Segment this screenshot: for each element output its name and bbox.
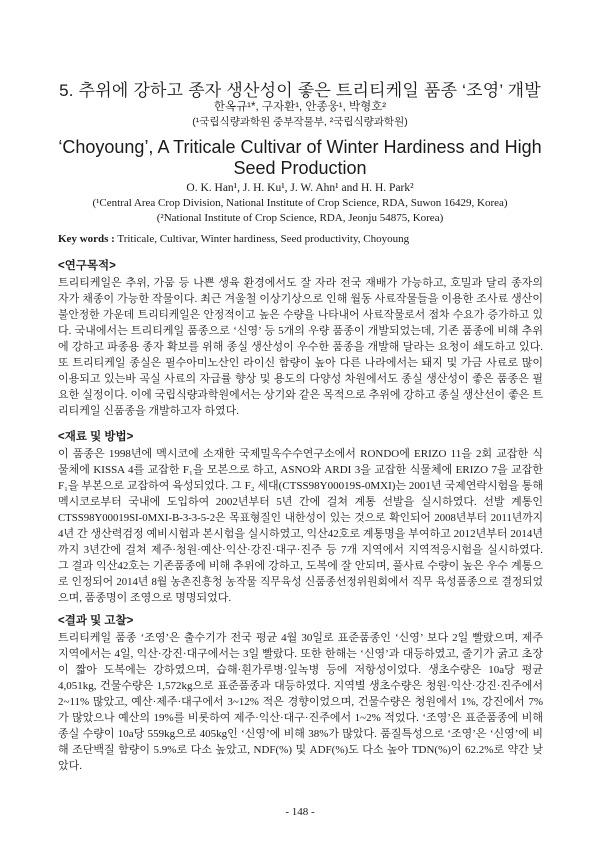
affiliation-english-1: (¹Central Area Crop Division, National Institute of Crop Science, RDA, Suwon 16429, Korea) xyxy=(92,197,508,209)
affiliation-english-2: (²National Institute of Crop Science, RDA, Jeonju 54875, Korea) xyxy=(156,212,444,224)
text-line: 로 인정되어 2014년 8월 농촌진흥청 농작물 직무육성 신품종선정위원회에서 직무 육성품종으로 결정되었 xyxy=(58,576,543,588)
text-line: F₁을 부본으로 교잡하여 육성되었다. 그 F₂ 세대(CTSS98Y00019S-0MXI)는 2001년 국제연락시험을 통해 xyxy=(58,480,543,492)
text-line: 지역에서는 4일, 익산·강진·대구에서는 3일 빨랐다. 또한 한해는 ‘신영’과 대등하였고, 줄기가 굵고 초장 xyxy=(58,648,543,660)
text-line: 리티케일 신품종을 개발하고자 하였다. xyxy=(58,405,240,417)
paper-title-korean: 5. 추위에 강하고 종자 생산성이 좋은 트리티케일 품종 ‘조영’ 개발 xyxy=(59,81,541,100)
text-line: 불안정한 가운데 트리티케일은 안정적이고 높은 수량을 나타내어 사료작물로서 점차 수요가 증가하고 있 xyxy=(58,309,543,321)
keywords-label: Key words : xyxy=(58,233,115,245)
text-line: 물체에 KISSA 4를 교잡한 F₁을 모본으로 하고, ASNO와 ARDI 3을 교잡한 식물체에 ERIZO 7을 교잡한 xyxy=(58,464,543,476)
section-heading-methods: <재료 및 방법> xyxy=(58,431,134,443)
text-line: 요한 실정이다. 이에 국립식량과학원에서는 상기와 같은 목적으로 추위에 강하고 종실 생산선이 좋은 트 xyxy=(58,389,543,401)
text-line: 또 트리티케일 종실은 필수아미노산인 라이신 함량이 높아 다른 나라에서는 돼지 및 가금 사료로 많이 xyxy=(58,357,543,369)
paper-title-english: ‘Choyoung’, A Triticale Cultivar of Winter Hardiness and High Seed Production xyxy=(58,137,542,178)
section-heading-results: <결과 및 고찰> xyxy=(58,615,134,627)
authors-korean: 한옥규¹*, 구자환¹, 안종웅¹, 박형호² xyxy=(213,101,387,113)
authors-english: O. K. Han¹, J. H. Ku¹, J. W. Ahn¹ and H. H. Park² xyxy=(186,182,414,194)
text-line: 2~11% 많았고, 예산·제주·대구에서 3~12% 적은 경향이었으며, 건물수량은 청원에서 1%, 강진에서 7% xyxy=(58,696,543,708)
section-body-results xyxy=(58,630,543,774)
text-line: 멕시코로부터 국내에 도입하여 2002년부터 5년 간에 걸쳐 계통 선발을 실시하였다. 선발 계통인 xyxy=(58,496,543,508)
keywords xyxy=(58,233,558,245)
text-line: 종실 수량이 10a당 559kg으로 405kg인 ‘신영’에 비해 38%가 많았다. 품질특성으로 ‘조영’은 ‘신영’에 비 xyxy=(58,728,543,740)
text-line: 이용되고 있는바 곡실 사료의 자급률 향상 및 용도의 다양성 차원에서도 종실 생산성이 좋은 품종은 필 xyxy=(58,373,543,385)
text-line: 그 결과 익산42호는 기존품종에 비해 추위에 강하고, 도복에 잘 안되며, 풀사료 수량이 높은 우수 계통으 xyxy=(58,560,543,572)
text-line: 4,051kg, 건물수량은 1,572kg으로 표준품종과 대등하였다. 지역별 생초수량은 청원·익산·강진·진주에서 xyxy=(58,680,543,692)
text-line: 이 품종은 1998년에 멕시코에 소재한 국제밀옥수수연구소에서 RONDO에 ERIZO 11을 2회 교잡한 식 xyxy=(58,448,543,460)
section-body-purpose xyxy=(58,275,543,419)
text-line: 까지 3년간에 걸쳐 제주·청원·예산·익산·강진·대구·진주 등 7개 지역에서 지역적응시험을 실시하였다. xyxy=(58,544,543,556)
section-body-methods xyxy=(58,446,543,606)
text-line: 트리티케일 품종 ‘조영’은 출수기가 전국 평균 4월 30일로 표준품종인 ‘신영’ 보다 2일 빨랐으며, 제주 xyxy=(58,632,543,644)
text-line: 4년 간 생산력검정 예비시험과 본시험을 실시하였고, 익산42호로 계통명을 부여하고 2012년부터 2014년 xyxy=(58,528,543,540)
text-line: 자가 채종이 가능한 작물이다. 최근 겨울철 이상기상으로 인해 월동 사료작물들을 이용한 조사료 생산이 xyxy=(58,293,543,305)
text-line: 에 강하고 파종용 종자 확보를 위해 종실 생산성이 우수한 품종을 개발해 달라는 요청이 쇄도하고 있다. xyxy=(58,341,543,353)
text-line: CTSS98Y00019SI-0MXI-B-3-3-5-2은 목표형질인 내한성이 있는 것으로 확인되어 2008년부터 2011년까지 xyxy=(58,512,543,524)
text-line: 트리티케일은 추위, 가뭄 등 나쁜 생육 환경에서도 잘 자라 전국 재배가 가능하고, 호밀과 달리 종자의 xyxy=(58,277,543,289)
section-heading-purpose: <연구목적> xyxy=(58,260,116,272)
page-number: - 148 - xyxy=(285,806,315,818)
text-line: 으며, 품종명이 조영으로 명명되었다. xyxy=(58,592,232,604)
text-line: 해 조단백질 함량이 5.9%로 다소 높았고, NDF(%) 및 ADF(%)도 다소 높아 TDN(%)이 62.2%로 약간 낮 xyxy=(58,744,543,756)
text-line: 았다. xyxy=(58,760,83,772)
text-line: 이 짧아 도복에는 강하였으며, 습해·흰가루병·잎녹병 등에 저항성이었다. 생초수량은 10a당 평균 xyxy=(58,664,543,676)
text-line: 가 많았으나 예산의 19%를 비롯하여 제주·익산·대구·진주에서 1~2% 적었다. ‘조영’은 표준품종에 비해 xyxy=(58,712,543,724)
keywords-text: Triticale, Cultivar, Winter hardiness, Seed productivity, Choyoung xyxy=(114,233,410,245)
affiliation-korean: (¹국립식량과학원 중부작물부, ²국립식량과학원) xyxy=(192,116,408,128)
text-line: 다. 국내에서는 트리티케일 품종으로 ‘신영’ 등 5개의 우량 품종이 개발되었는데, 기존 품종에 비해 추위 xyxy=(58,325,543,337)
